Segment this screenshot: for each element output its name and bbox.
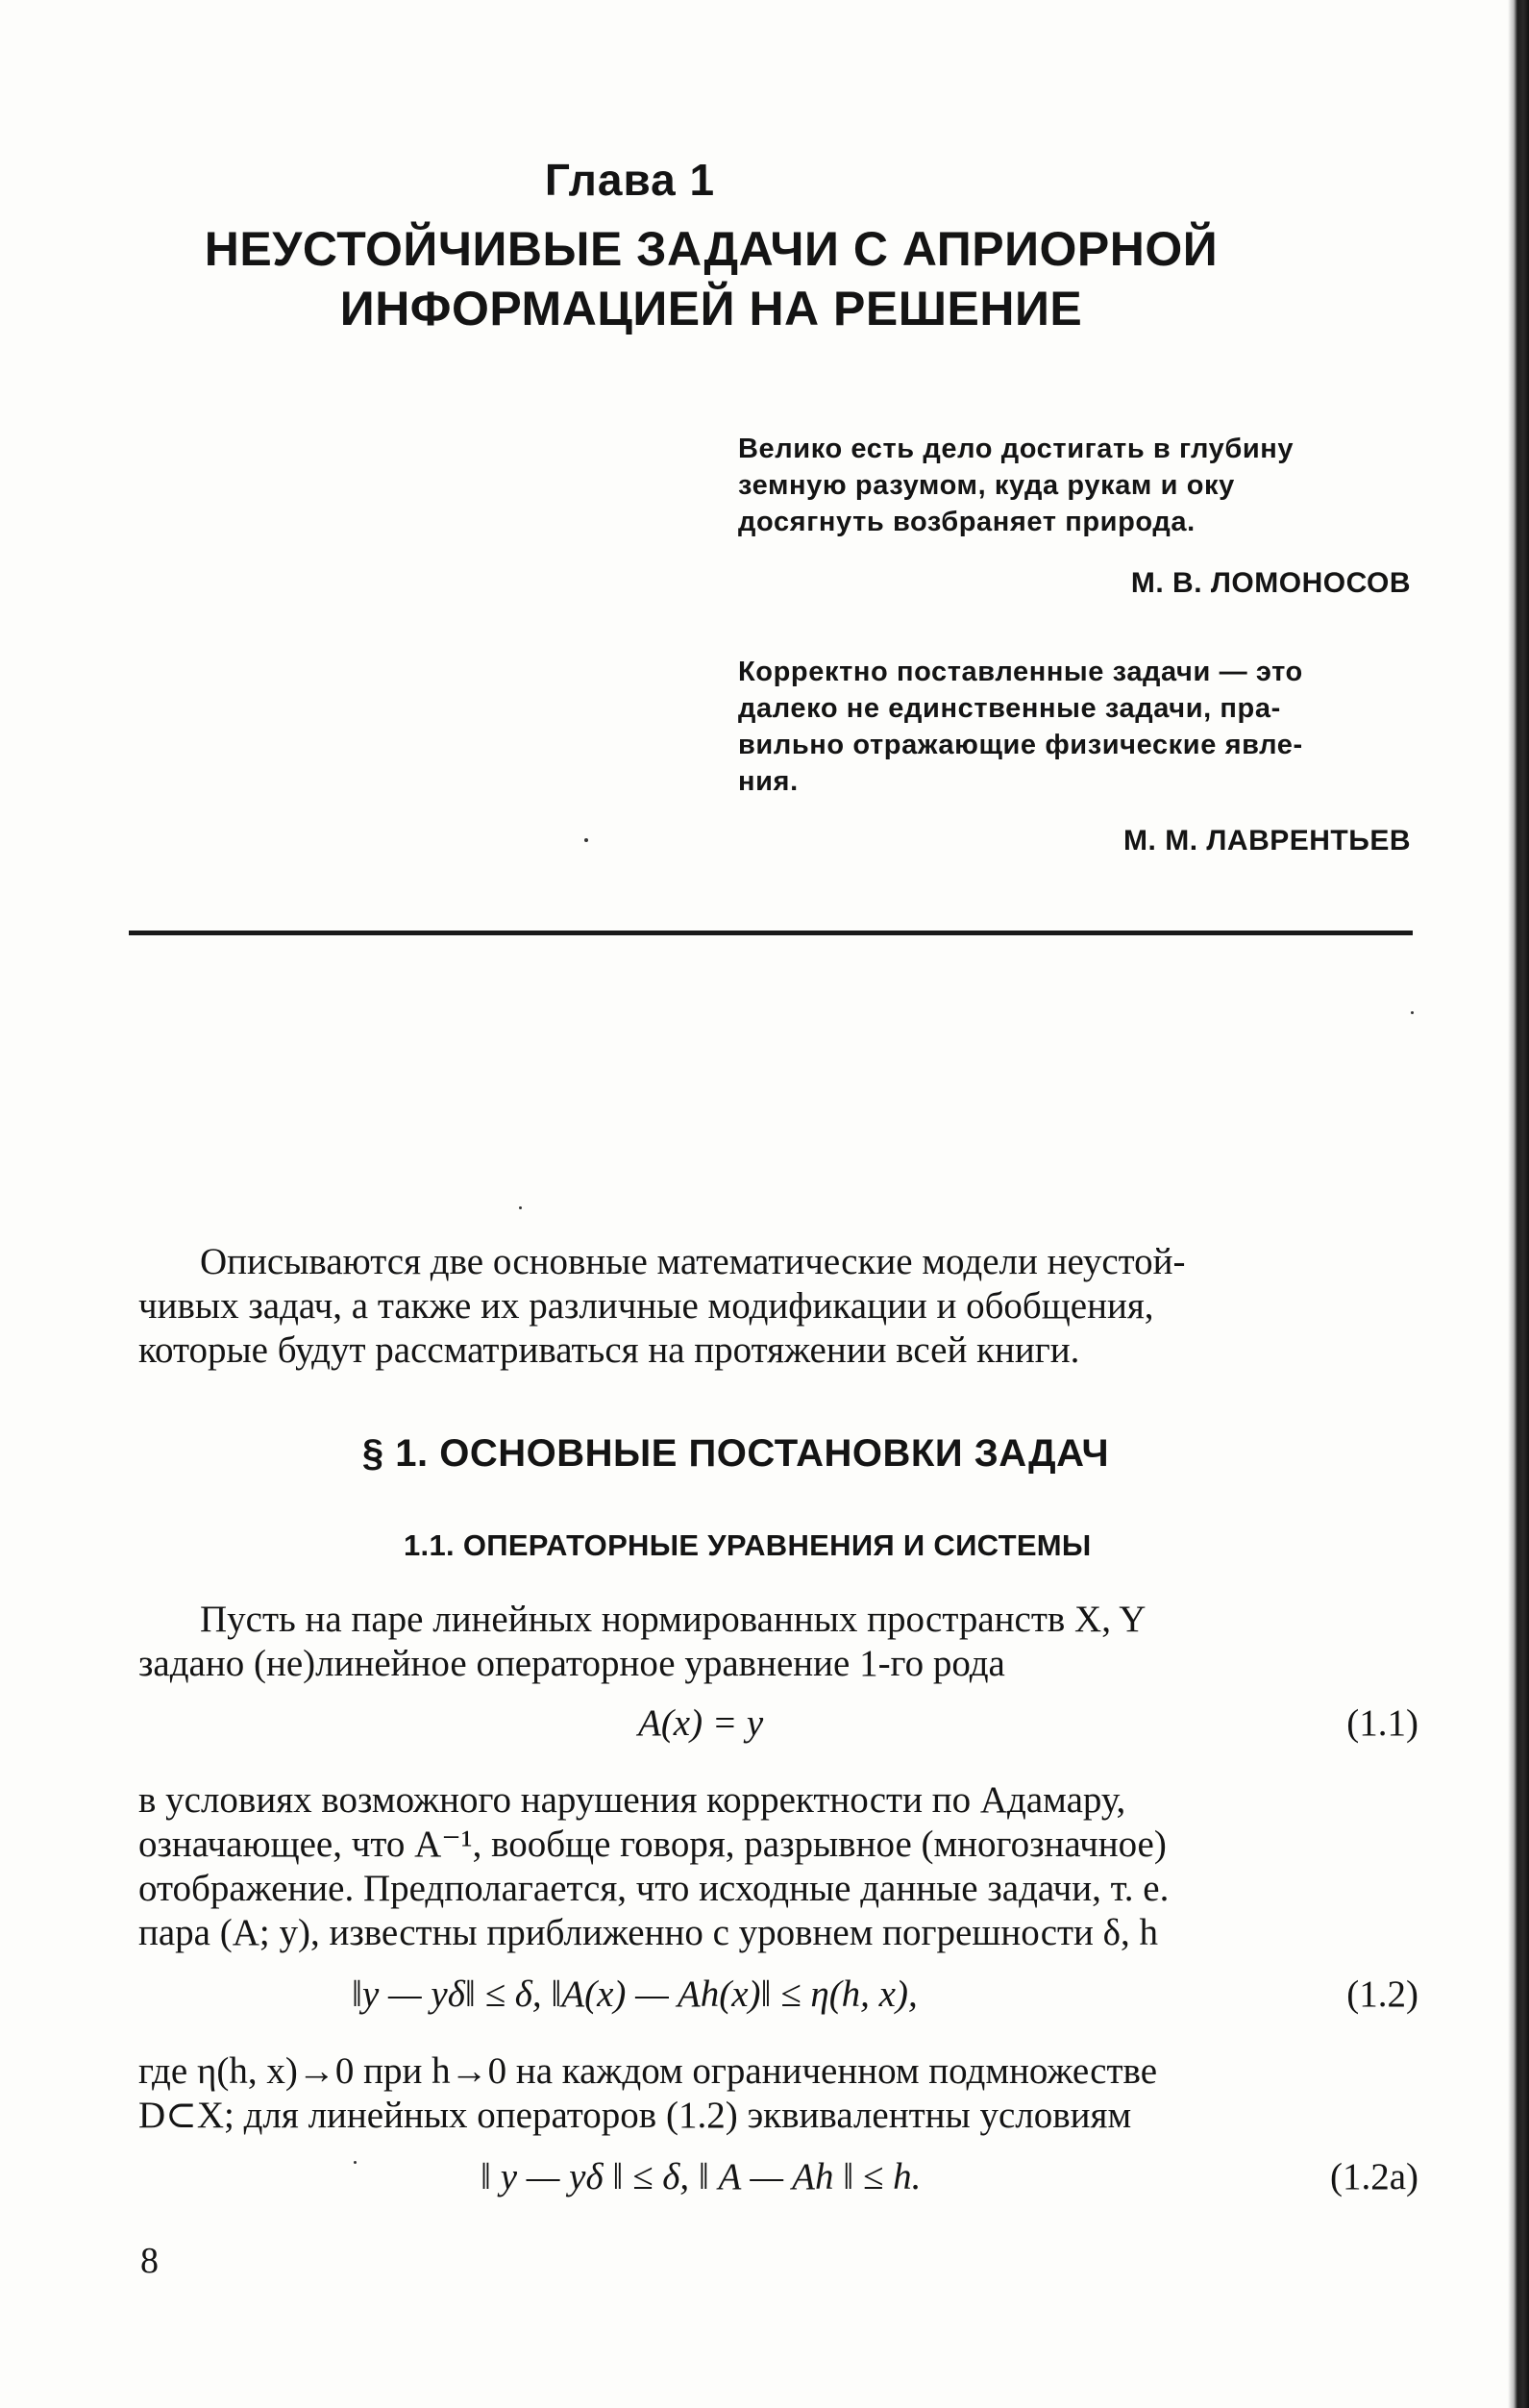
epigraph-author-lavrentiev: М. М. ЛАВРЕНТЬЕВ [1123, 825, 1411, 856]
paragraph-line: пара (A; y), известны приближенно с уровнем погрешности δ, h [138, 1912, 1159, 1953]
formula-expression: ‖ y — yδ ‖ ≤ δ, ‖ A — Ah ‖ ≤ h. [481, 2156, 922, 2197]
paragraph-line: где η(h, x)→0 при h→0 на каждом ограниченном подмножестве [138, 2050, 1158, 2092]
intro-line: Описываются две основные математические модели неустой- [200, 1241, 1186, 1282]
formula-expression: ‖y — yδ‖ ≤ δ, ‖A(x) — Ah(x)‖ ≤ η(h, x), [352, 1974, 918, 2015]
formula-number: (1.1) [1346, 1702, 1418, 1744]
paragraph-line: D⊂X; для линейных операторов (1.2) эквивалентны условиям [138, 2095, 1132, 2136]
section-heading: § 1. ОСНОВНЫЕ ПОСТАНОВКИ ЗАДАЧ [361, 1432, 1110, 1475]
scan-speck [354, 2161, 357, 2164]
paragraph-2 [138, 1778, 1418, 1955]
paragraph-line: в условиях возможного нарушения корректности по Адамару, [138, 1779, 1126, 1821]
intro-line: которые будут рассматриваться на протяжении всей книги. [138, 1329, 1080, 1371]
chapter-title-line-1: НЕУСТОЙЧИВЫЕ ЗАДАЧИ С АПРИОРНОЙ [204, 222, 1219, 276]
formula-number: (1.2) [1346, 1974, 1418, 2015]
chapter-title-line-2: ИНФОРМАЦИЕЙ НА РЕШЕНИЕ [339, 282, 1083, 335]
formula-1-1 [138, 1701, 1418, 1750]
section-divider [129, 931, 1413, 935]
formula-expression: A(x) = y [638, 1702, 764, 1744]
epigraph-lavrentiev [738, 654, 1411, 800]
epigraph-author-lomonosov: М. В. ЛОМОНОСОВ [1130, 567, 1411, 599]
page-number: 8 [140, 2241, 159, 2281]
formula-1-2 [138, 1973, 1418, 2021]
epigraph-line: ния. [738, 766, 799, 797]
scan-speck [584, 838, 588, 842]
paragraph-3 [138, 2049, 1418, 2138]
scan-binding-edge [1508, 0, 1529, 2408]
epigraph-line: далеко не единственные задачи, пра- [738, 693, 1281, 724]
scan-speck [519, 1206, 522, 1209]
epigraph-line: Корректно поставленные задачи — это [738, 657, 1303, 687]
paragraph-line: означающее, что A⁻¹, вообще говоря, разрывное (многозначное) [138, 1824, 1167, 1865]
subsection-heading: 1.1. ОПЕРАТОРНЫЕ УРАВНЕНИЯ И СИСТЕМЫ [404, 1528, 1092, 1562]
formula-1-2a [138, 2155, 1418, 2203]
epigraph-lomonosov [738, 431, 1411, 540]
chapter-title [144, 219, 1278, 338]
epigraph-line: досягнуть возбраняет природа. [738, 507, 1196, 537]
intro-paragraph [138, 1240, 1418, 1373]
scan-speck [1411, 1011, 1414, 1014]
paragraph-line: задано (не)линейное операторное уравнение 1-го рода [138, 1643, 1005, 1684]
paragraph-line: отображение. Предполагается, что исходные данные задачи, т. е. [138, 1868, 1170, 1909]
paragraph-line: Пусть на паре линейных нормированных пространств X, Y [200, 1599, 1147, 1640]
epigraph-line: Велико есть дело достигать в глубину [738, 434, 1295, 464]
paragraph-1 [138, 1598, 1418, 1686]
formula-number: (1.2a) [1329, 2156, 1418, 2197]
epigraph-line: земную разумом, куда рукам и оку [738, 470, 1235, 501]
chapter-label: Глава 1 [544, 155, 716, 205]
intro-line: чивых задач, а также их различные модификации и обобщения, [138, 1285, 1154, 1327]
epigraph-line: вильно отражающие физические явле- [738, 730, 1303, 760]
